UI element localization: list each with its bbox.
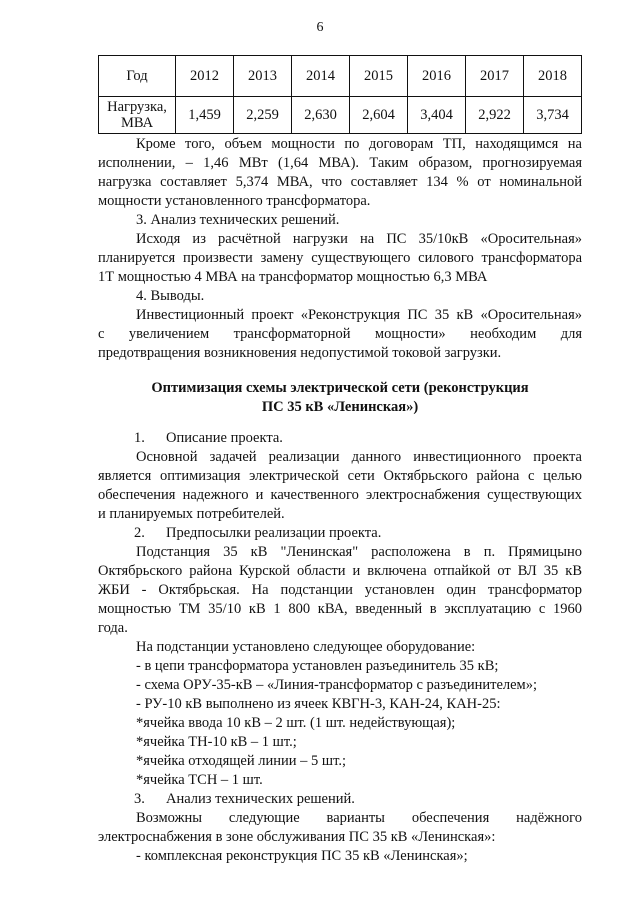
item-text: Описание проекта. [166,430,283,446]
text-line: Инвестиционный проект «Реконструкция ПС 35 кВ «Оросительная» [136,307,582,323]
item-number: 3. [134,791,145,807]
item-text: Анализ технических решений. [166,791,355,807]
text-line: ЖБИ - Октябрьская. На подстанции установлен один трансформатор [98,582,582,598]
text-line: Возможны следующие варианты обеспечения надёжного [136,810,582,826]
list-item: - в цепи трансформатора установлен разъединитель 35 кВ; [136,658,499,674]
list-item: - РУ-10 кВ выполнено из ячеек КВГН-3, КАН-24, КАН-25: [136,696,501,712]
numbered-item [98,524,582,543]
table-value-cell: 2,259 [234,97,292,134]
table-value-cell: 2,630 [292,97,350,134]
table-row-label: Нагрузка, МВА [99,97,176,134]
text-line: Исходя из расчётной нагрузки на ПС 35/10кВ «Оросительная» [136,231,582,247]
table-row [99,97,582,134]
text-line: предотвращения возникновения недопустимой токовой загрузки. [98,345,502,361]
section-heading: 3. Анализ технических решений. [136,212,340,228]
text-line: исполнении, – 1,46 МВт (1,64 МВА). Таким образом, прогнозируемая [98,155,582,171]
text-line: мощностью ТМ 35/10 кВ 1 800 кВА, введенный в эксплуатацию с 1960 [98,601,582,617]
section-title: ПС 35 кВ «Ленинская») [261,399,419,415]
table-year-cell: 2014 [292,56,350,97]
section-heading: 4. Выводы. [136,288,205,304]
text-line: планируется произвести замену существующего силового трансформатора [98,250,582,266]
table-value-cell: 1,459 [176,97,234,134]
text-line: Октябрьского района Курской области и включена отпайкой от ВЛ 35 кВ [98,563,582,579]
numbered-item [98,429,582,448]
item-number: 1. [134,430,145,446]
text-line: 1Т мощностью 4 МВА на трансформатор мощностью 6,3 МВА [98,269,488,285]
load-table [98,55,582,134]
page-number: 6 [316,20,324,35]
table-header-label: Год [99,56,176,97]
table-year-cell: 2015 [350,56,408,97]
text-line: мощности установленного трансформатора. [98,193,371,209]
list-item: - комплексная реконструкция ПС 35 кВ «Ленинская»; [136,848,468,864]
text-line: является оптимизация электрической сети Октябрьского района с целью [98,468,582,484]
text-line: На подстанции установлено следующее оборудование: [136,639,476,655]
numbered-item [98,790,582,809]
table-year-cell: 2012 [176,56,234,97]
text-line: обеспечения надежного и качественного электроснабжения существующих [98,487,582,503]
text-line: Подстанция 35 кВ "Ленинская" расположена в п. Прямицыно [136,544,582,560]
text-line: Кроме того, объем мощности по договорам ТП, находящимся на [136,136,582,152]
table-value-cell: 2,922 [466,97,524,134]
section-title: Оптимизация схемы электрической сети (реконструкция [151,380,529,396]
table-year-cell: 2013 [234,56,292,97]
text-line: с увеличением трансформаторной мощности» необходим для [98,326,582,342]
item-number: 2. [134,525,145,541]
text-line: нагрузка составляет 5,374 МВА, что составляет 134 % от номинальной [98,174,582,190]
table-value-cell: 2,604 [350,97,408,134]
list-item: *ячейка отходящей линии – 5 шт.; [136,753,346,769]
text-line: года. [98,620,128,636]
text-line: Основной задачей реализации данного инвестиционного проекта [136,449,582,465]
list-item: *ячейка ввода 10 кВ – 2 шт. (1 шт. недействующая); [136,715,456,731]
table-year-cell: 2017 [466,56,524,97]
table-year-cell: 2016 [408,56,466,97]
text-line: электроснабжения в зоне обслуживания ПС 35 кВ «Ленинская»: [98,829,496,845]
text-line: и планируемых потребителей. [98,506,285,522]
table-year-cell: 2018 [524,56,582,97]
list-item: *ячейка ТН-10 кВ – 1 шт.; [136,734,297,750]
table-value-cell: 3,734 [524,97,582,134]
list-item: *ячейка ТСН – 1 шт. [136,772,263,788]
table-value-cell: 3,404 [408,97,466,134]
item-text: Предпосылки реализации проекта. [166,525,382,541]
table-header-row [99,56,582,97]
list-item: - схема ОРУ-35-кВ – «Линия-трансформатор с разъединителем»; [136,677,538,693]
